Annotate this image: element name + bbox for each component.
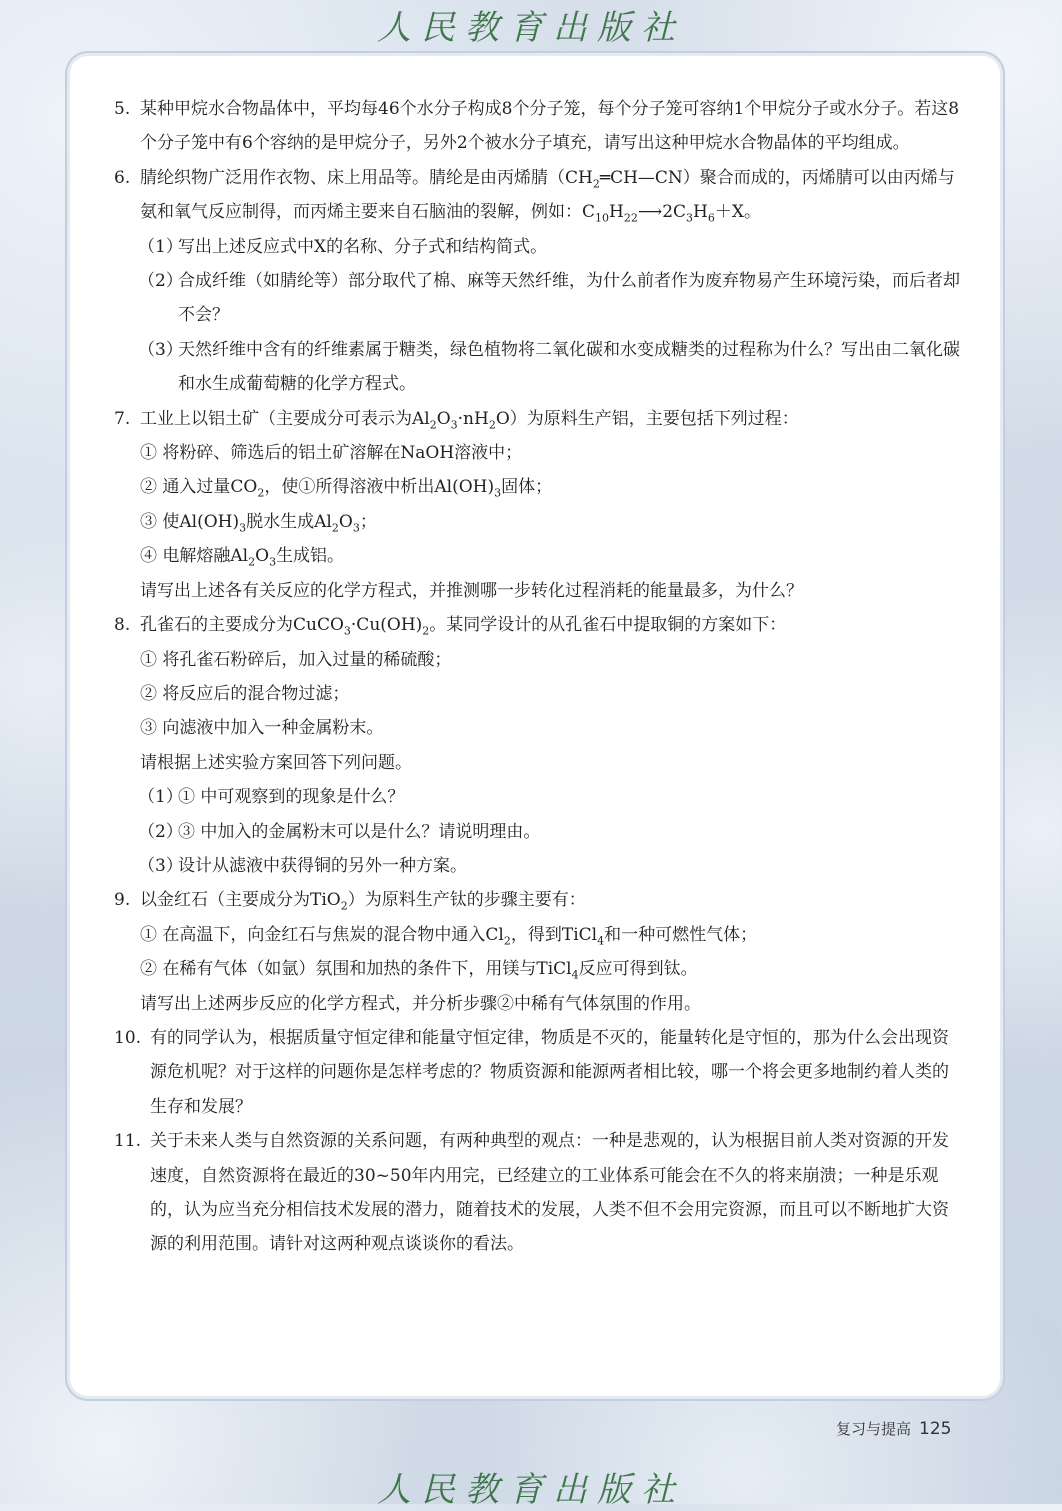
question-9 xyxy=(114,883,960,1021)
step-2: ② 将反应后的混合物过滤； xyxy=(140,683,350,704)
section-title: 复习与提高 xyxy=(836,1420,912,1438)
question-number: 9. xyxy=(114,890,131,911)
question-ask: 请根据上述实验方案回答下列问题。 xyxy=(140,752,412,773)
step-1: ① 将粉碎、筛选后的铝土矿溶解在NaOH溶液中； xyxy=(140,443,523,464)
question-text: 关于未来人类与自然资源的关系问题，有两种典型的观点：一种是悲观的，认为根据目前人类对资源的开发速度，自然资源将在最近的30~50年内用完，已经建立的工业体系可能会在不久的将来崩溃；一种是乐观的，认为应当充分相信技术发展的潜力，随着技术的发展，人类不但不会用完资源，而且可以不断地扩大资源的利用范围。请针对这两种观点谈谈你的看法。 xyxy=(150,1131,949,1255)
publisher-watermark-top: 人民教育出版社 xyxy=(377,8,685,48)
sub-question: （3） 天然纤维中含有的纤维素属于糖类，绿色植物将二氧化碳和水变成糖类的过程称为什么？写出由二氧化碳和水生成葡萄糖的化学方程式。 xyxy=(138,339,960,395)
question-8 xyxy=(114,608,960,780)
question-text: 有的同学认为，根据质量守恒定律和能量守恒定律，物质是不灭的，能量转化是守恒的，那为什么会出现资源危机呢？对于这样的问题你是怎样考虑的？物质资源和能源两者相比较，哪一个将会更多地制约着人类的生存和发展？ xyxy=(150,1027,949,1117)
question-number: 11. xyxy=(114,1131,142,1152)
step-1: ① 在高温下，向金红石与焦炭的混合物中通入$Cl_2$，得到TiCl$_4$和一种可燃性气体； xyxy=(140,924,758,948)
question-10 xyxy=(114,1021,960,1124)
question-text: 孔雀石的主要成分为$CuCO_3\cdot Cu(OH)_2$。某同学设计的从孔雀石中提取铜的方案如下： xyxy=(140,615,787,638)
question-number: 5. xyxy=(114,99,131,119)
question-ask: 请写出上述两步反应的化学方程式，并分析步骤②中稀有气体氛围的作用。 xyxy=(140,993,701,1014)
publisher-watermark-bottom: 人民教育出版社 xyxy=(377,1470,685,1510)
question-text: 腈纶织物广泛用作衣物、床上用品等。腈纶是由丙烯腈$(CH_2═CH—CN)$聚合而成的，丙烯腈可以由丙烯与氨和氧气反应制得，而丙烯主要来自石脑油的裂解，例如：$C_{10}H_{22}⟶2C_3H_6+X$。 xyxy=(140,167,955,225)
sub-question: （1） 写出上述反应式中X的名称、分子式和结构简式。 xyxy=(138,236,548,257)
step-3: ③ 向滤液中加入一种金属粉末。 xyxy=(140,718,384,739)
question-7 xyxy=(114,402,960,608)
step-2: ② 通入过量$CO_2$，使①所得溶液中析出$Al(OH)_3$固体； xyxy=(140,477,553,500)
step-4: ④ 电解熔融$Al_2O_3$生成铝。 xyxy=(140,546,345,569)
question-11 xyxy=(114,1124,960,1262)
page-panel xyxy=(70,56,1000,1396)
page-footer xyxy=(836,1418,951,1439)
sub-question: （3） 设计从滤液中获得铜的另外一种方案。 xyxy=(138,855,467,876)
question-text: 以金红石（主要成分为TiO$_2$）为原料生产钛的步骤主要有： xyxy=(140,890,586,913)
question-text: 工业上以铝土矿（主要成分可表示为$Al_2O_3\cdot nH_2O$）为原料生产铝，主要包括下列过程： xyxy=(140,408,799,432)
question-6-parts xyxy=(114,230,960,402)
step-2: ② 在稀有气体（如氩）氛围和加热的条件下，用镁与TiCl$_4$反应可得到钛。 xyxy=(140,959,698,982)
step-1: ① 将孔雀石粉碎后，加入过量的稀硫酸； xyxy=(140,649,452,670)
question-number: 8. xyxy=(114,615,131,636)
question-text: 某种甲烷水合物晶体中，平均每46个水分子构成8个分子笼，每个分子笼可容纳1个甲烷分子或水分子。若这8个分子笼中有6个容纳的是甲烷分子，另外2个被水分子填充，请写出这种甲烷水合物晶体的平均组成。 xyxy=(140,99,960,154)
question-number: 7. xyxy=(114,408,131,429)
question-ask: 请写出上述各有关反应的化学方程式，并推测哪一步转化过程消耗的能量最多，为什么？ xyxy=(140,580,803,601)
question-number: 10. xyxy=(114,1027,142,1048)
question-6 xyxy=(114,161,960,230)
question-number: 6. xyxy=(114,167,131,188)
exercise-content xyxy=(114,92,960,1262)
step-3: ③ 使$Al(OH)_3$脱水生成$Al_2O_3$； xyxy=(140,511,377,535)
sub-question: （2） 合成纤维（如腈纶等）部分取代了棉、麻等天然纤维，为什么前者作为废弃物易产生环境污染，而后者却不会？ xyxy=(138,271,960,326)
page-number: 125 xyxy=(919,1419,952,1439)
sub-question: （2） ③ 中加入的金属粉末可以是什么？请说明理由。 xyxy=(138,821,541,842)
question-8-parts xyxy=(114,780,960,883)
sub-question: （1） ① 中可观察到的现象是什么？ xyxy=(138,787,405,808)
question-5 xyxy=(114,92,960,161)
